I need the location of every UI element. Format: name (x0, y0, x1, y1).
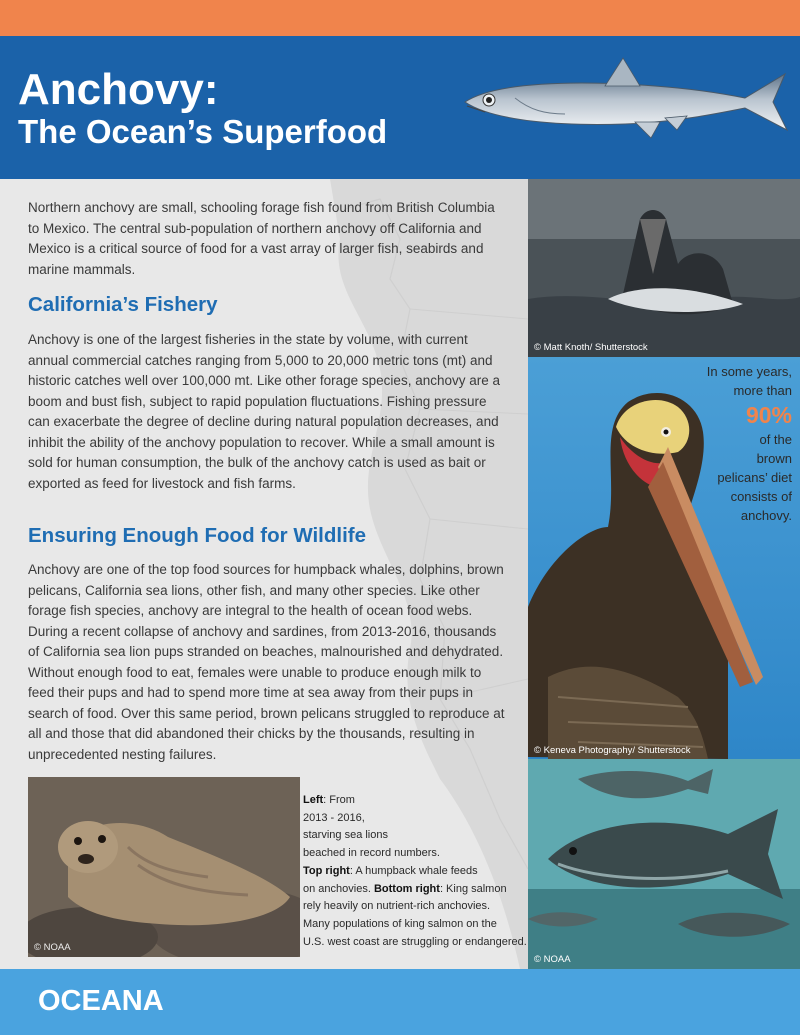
section-heading-food-for-wildlife: Ensuring Enough Food for Wildlife (28, 524, 367, 547)
caption-bottomright-label: Bottom right (373, 882, 440, 895)
caption-topright-label: Top right (303, 864, 350, 877)
page-subtitle: The Ocean’s Superfood (18, 113, 388, 150)
king-salmon-photo (528, 759, 800, 969)
intro-paragraph: Northern anchovy are small, schooling forage fish found from British Columbia to Mexico. The central sub-population of northern anchovy off California and Mexico is a critical source of food for a vast array of larger fish, seabirds and marine mammals. (28, 200, 495, 277)
photo-caption: Left: From 2013 - 2016, starving sea lions beached in record numbers. Top right: A humpback whale feeds on anchovies. Bottom right: King salmon rely heavily on nutrient-rich anchovies. Many populations of king salmon on the U.S. west coast are struggling or endangered. (303, 794, 527, 948)
anchovy-illustration (455, 52, 790, 144)
humpback-whale-photo (528, 179, 800, 357)
caption-left-label: Left (303, 794, 324, 806)
california-fishery-paragraph: Anchovy is one of the largest fisheries in the state by volume, with current annual commercial catches ranging from 5,000 to 20,000 metric tons (mt) and historic catches well over 100,000 mt. Like other forage species, anchovy are a boom and bust fish, subject to rapid population fluctuations. Fishing pressure can exacerbate the degree of decline during natural population decreases, and inhibit the ability of the anchovy population to recover. While a small amount is sold for human consumption, the bulk of the anchovy catch is used as bait or exported as feed for livestock and fish farms. (28, 332, 500, 491)
whale-photo-credit: © Matt Knoth/ Shutterstock (534, 342, 648, 353)
pelican-photo-credit: © Keneva Photography/ Shutterstock (534, 745, 691, 756)
pelican-diet-stat: In some years, more than 90% of the brown pelicans’ diet consists of anchovy. (662, 362, 792, 525)
top-accent-bar (0, 0, 800, 36)
page-title: Anchovy: (18, 65, 219, 114)
salmon-photo-credit: © NOAA (534, 954, 571, 965)
stat-percentage: 90% (745, 402, 792, 428)
sealion-photo-credit: © NOAA (34, 942, 71, 953)
sea-lion-photo (28, 777, 300, 957)
section-heading-california-fishery: California’s Fishery (28, 293, 218, 316)
food-for-wildlife-paragraph: Anchovy are one of the top food sources for humpback whales, dolphins, brown pelicans, California sea lions, other fish, and many other species. Like other forage fish species, anchovy are integral to the health of ocean food webs. During a recent collapse of anchovy and sardines, from 2013-2016, thousands of California sea lion pups stranded on beaches, malnourished and dehydrated. Without enough food to eat, females were unable to produce enough milk to feed their pups and had to spend more time at sea away from their pups in search of food. Over this same period, brown pelicans struggled to reproduce at all and those that did abandoned their chicks by the thousands, resulting in unprecedented nesting failures. (28, 562, 505, 762)
oceana-logo[interactable]: OCEANA (38, 985, 164, 1017)
